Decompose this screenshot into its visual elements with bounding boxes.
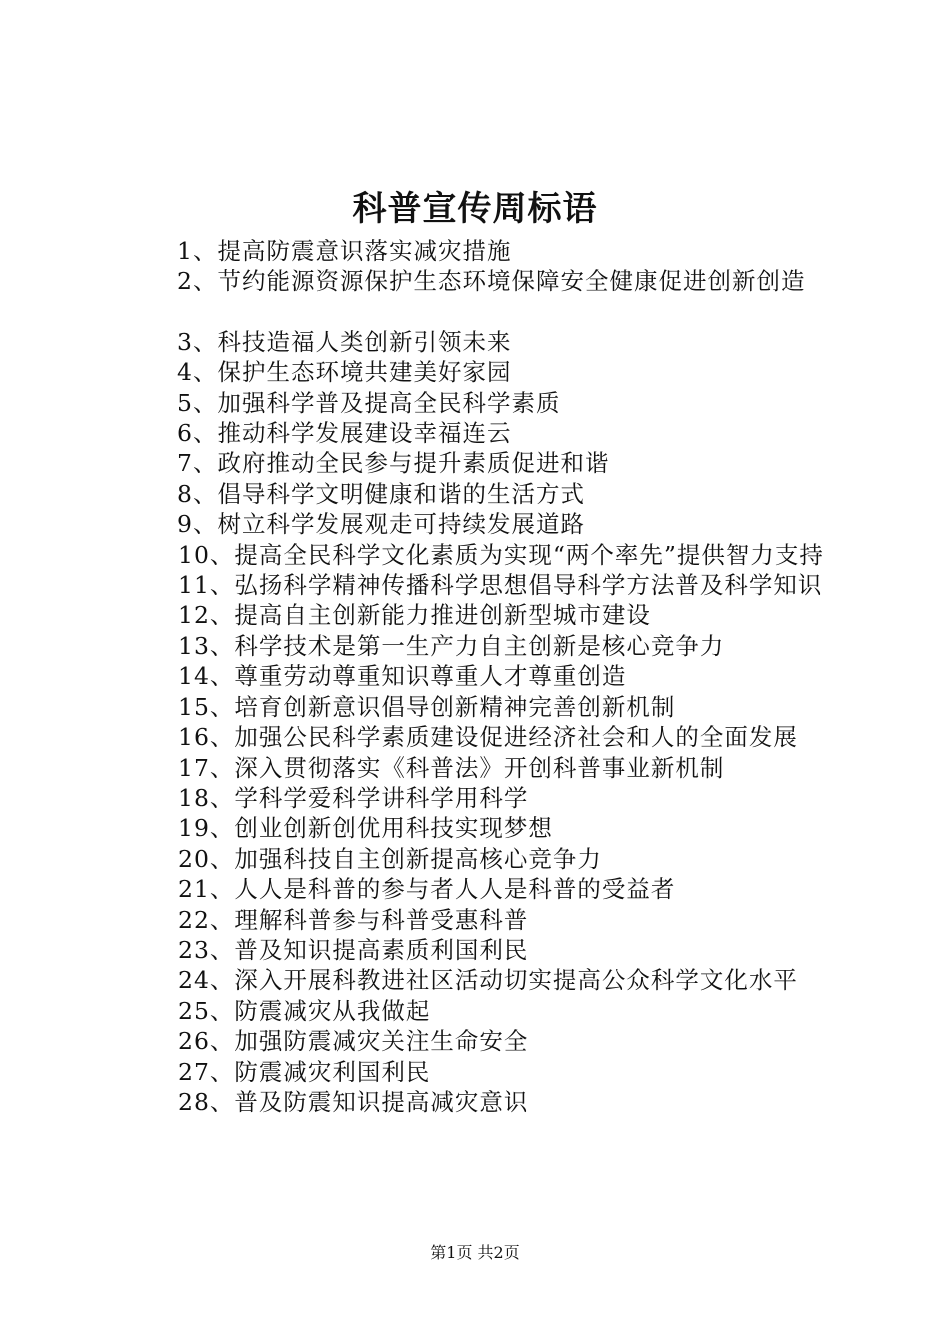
slogan-item: 8、倡导科学文明健康和谐的生活方式: [177, 479, 585, 508]
slogan-item: 7、政府推动全民参与提升素质促进和谐: [177, 449, 610, 478]
slogan-item: 24、深入开展科教进社区活动切实提高公众科学文化水平: [178, 966, 798, 995]
slogan-item: 21、人人是科普的参与者人人是科普的受益者: [178, 875, 676, 904]
slogan-item: 15、培育创新意识倡导创新精神完善创新机制: [178, 692, 676, 721]
slogan-item: 16、加强公民科学素质建设促进经济社会和人的全面发展: [178, 723, 798, 752]
slogan-item: 26、加强防震减灾关注生命安全: [178, 1027, 529, 1056]
slogan-item: 18、学科学爱科学讲科学用科学: [178, 783, 529, 812]
slogan-item: 17、深入贯彻落实《科普法》开创科普事业新机制: [178, 753, 725, 782]
slogan-item: 25、防震减灾从我做起: [178, 996, 431, 1025]
slogan-item: 13、科学技术是第一生产力自主创新是核心竞争力: [178, 631, 725, 660]
slogan-list: [130, 236, 834, 1117]
slogan-item: 28、普及防震知识提高减灾意识: [178, 1087, 529, 1116]
slogan-item: 12、提高自主创新能力推进创新型城市建设: [178, 601, 651, 630]
slogan-item: 3、科技造福人类创新引领未来: [177, 327, 512, 356]
slogan-item: 5、加强科学普及提高全民科学素质: [177, 388, 561, 417]
slogan-item: 6、推动科学发展建设幸福连云: [177, 419, 512, 448]
slogan-item: 23、普及知识提高素质利国利民: [178, 935, 529, 964]
slogan-item: 22、理解科普参与科普受惠科普: [178, 905, 529, 934]
slogan-item: 19、创业创新创优用科技实现梦想: [178, 814, 553, 843]
document-title: 科普宣传周标语: [352, 189, 598, 229]
slogan-item: 9、树立科学发展观走可持续发展道路: [177, 510, 585, 539]
slogan-item: 27、防震减灾利国利民: [178, 1057, 431, 1086]
slogan-item: 20、加强科技自主创新提高核心竞争力: [178, 844, 602, 873]
slogan-item: 10、提高全民科学文化素质为实现“两个率先”提供智力支持: [178, 540, 824, 569]
slogan-item: 2、节约能源资源保护生态环境保障安全健康促进创新创造: [177, 267, 806, 296]
page-indicator: 第1页 共2页: [430, 1243, 520, 1262]
slogan-item: 1、提高防震意识落实减灾措施: [177, 237, 512, 265]
slogan-item: 4、保护生态环境共建美好家园: [177, 358, 512, 387]
slogan-item: 11、弘扬科学精神传播科学思想倡导科学方法普及科学知识: [178, 571, 823, 600]
slogan-item: 14、尊重劳动尊重知识尊重人才尊重创造: [178, 662, 627, 691]
